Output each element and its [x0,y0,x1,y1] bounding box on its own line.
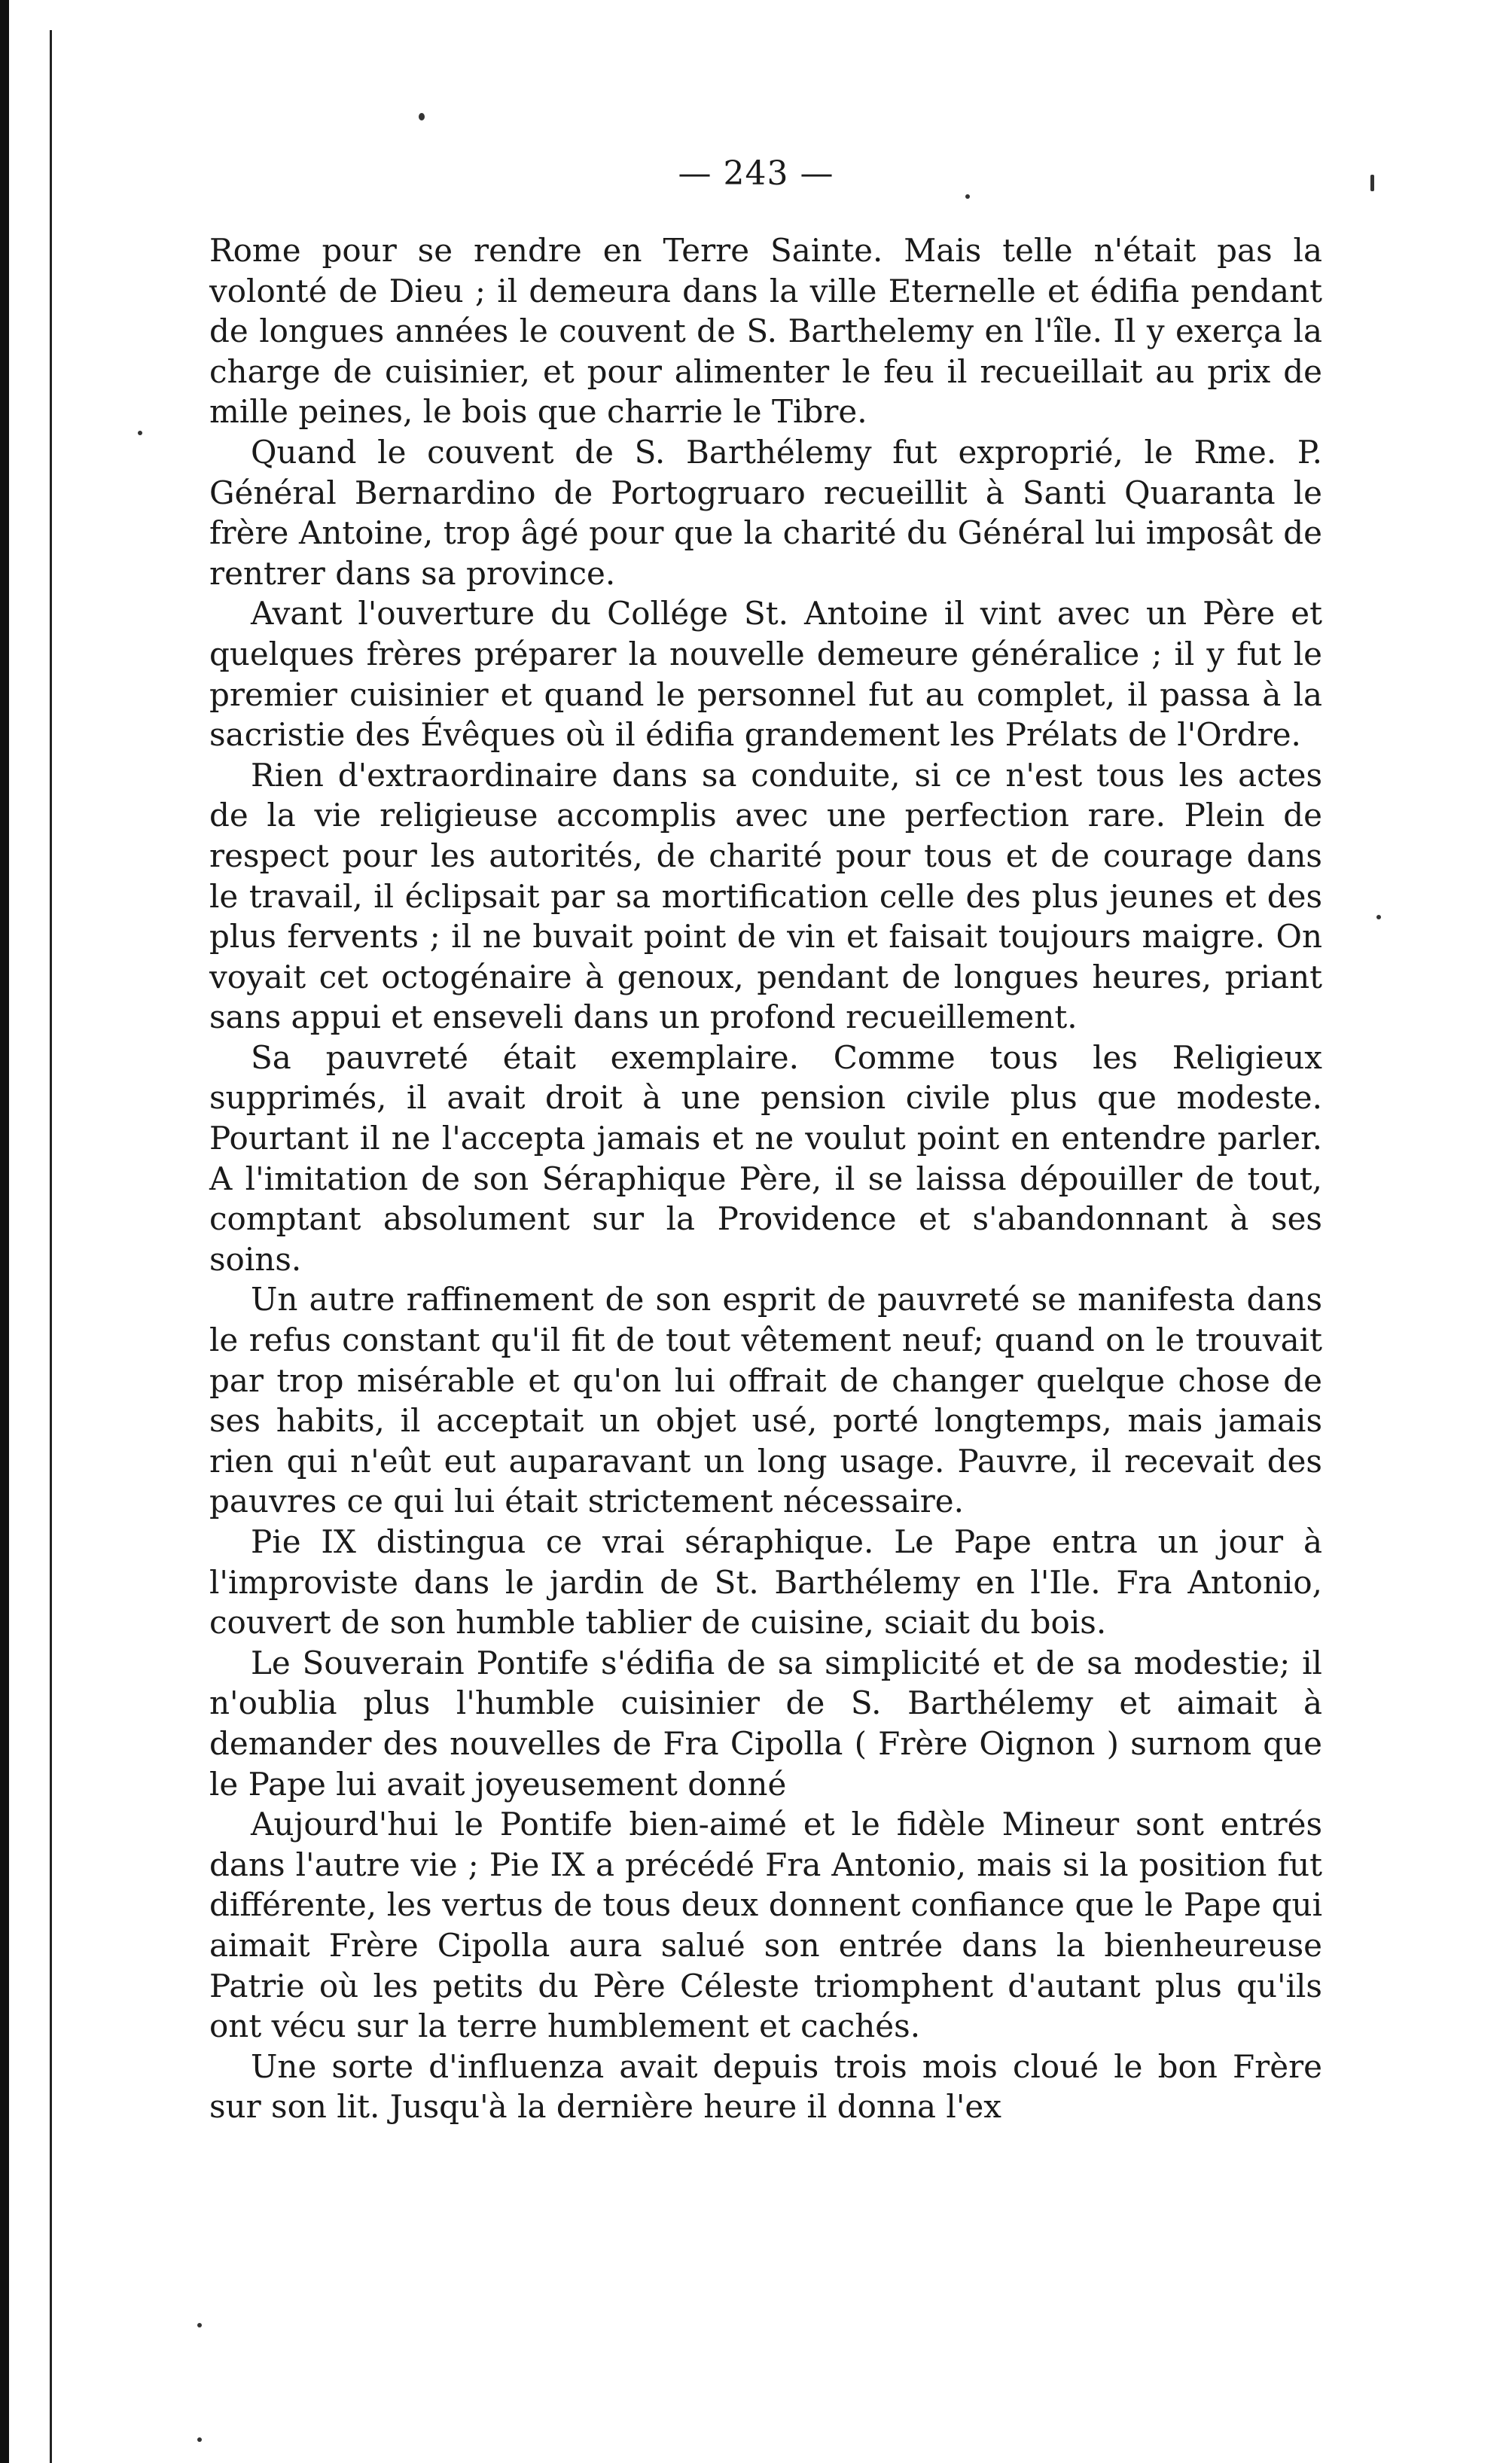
scan-speck [138,431,142,435]
paragraph: Le Souverain Pontife s'édifia de sa simplicité et de sa modestie; il n'oublia plus l'humble cuisinier de S. Barthélemy et aimait à demander des nouvelles de Fra Cipolla ( Frère Oignon ) surnom que le Pape lui avait joyeusement donné [209,1644,1322,1803]
scan-left-edge [0,0,9,2463]
paragraph: Rome pour se rendre en Terre Sainte. Mais telle n'était pas la volonté de Dieu ; il demeura dans la ville Eternelle et édifia pendant de longues années le couvent de S. Barthelemy en l'île. Il y exerça la charge de cuisinier, et pour alimenter le feu il recueillait au prix de mille peines, le bois que charrie le Tibre. [209,232,1322,431]
scan-speck [419,113,425,120]
paragraph: Rien d'extraordinaire dans sa conduite, si ce n'est tous les actes de la vie religieuse accomplis avec une perfection rare. Plein de respect pour les autorités, de charité pour tous et de courage dans le travail, il éclipsait par sa mortification celle des plus jeunes et des plus fervents ; il ne buvait point de vin et faisait toujours maigre. On voyait cet octogénaire à genoux, pendant de longues heures, priant sans appui et enseveli dans un profond recueillement. [209,756,1322,1036]
paragraph: Quand le couvent de S. Barthélemy fut exproprié, le Rme. P. Général Bernardino de Portogruaro recueillit à Santi Quaranta le frère Antoine, trop âgé pour que la charité du Général lui imposât de rentrer dans sa province. [209,433,1322,592]
scan-speck [1376,915,1381,919]
paragraph: Un autre raffinement de son esprit de pauvreté se manifesta dans le refus constant qu'il fit de tout vêtement neuf; quand on le trouvait par trop misérable et qu'on lui offrait de changer quelque chose de ses habits, il acceptait un objet usé, porté longtemps, mais jamais rien qui n'eût eut auparavant un long usage. Pauvre, il recevait des pauvres ce qui lui était strictement nécessaire. [209,1281,1322,1520]
page-number: — 243 — [678,154,834,193]
paragraph: Aujourd'hui le Pontife bien-aimé et le fidèle Mineur sont entrés dans l'autre vie ; Pie IX a précédé Fra Antonio, mais si la position fut différente, les vertus de tous deux donnent confiance que le Pape qui aimait Frère Cipolla aura salué son entrée dans la bienheureuse Patrie où les petits du Père Céleste triomphent d'autant plus qu'ils ont vécu sur la terre humblement et cachés. [209,1806,1322,2045]
scan-binding-line [50,30,52,2463]
paragraph: Avant l'ouverture du Collége St. Antoine il vint avec un Père et quelques frères préparer la nouvelle demeure généralice ; il y fut le premier cuisinier et quand le personnel fut au complet, il passa à la sacristie des Évêques où il édifia grandement les Prélats de l'Ordre. [209,595,1322,754]
body-text [209,230,1322,2354]
scan-speck [197,2323,202,2327]
paragraph: Sa pauvreté était exemplaire. Comme tous les Religieux supprimés, il avait droit à une pension civile plus que modeste. Pourtant il ne l'accepta jamais et ne voulut point en entendre parler. A l'imitation de son Séraphique Père, il se laissa dépouiller de tout, comptant absolument sur la Providence et s'abandonnant à ses soins. [209,1038,1322,1278]
scan-speck [965,194,970,199]
paragraph: Pie IX distingua ce vrai séraphique. Le Pape entra un jour à l'improviste dans le jardin de St. Barthélemy en l'Ile. Fra Antonio, couvert de son humble tablier de cuisine, sciait du bois. [209,1523,1322,1641]
scan-speck [197,2437,202,2442]
paragraph: Une sorte d'influenza avait depuis trois mois cloué le bon Frère sur son lit. Jusqu'à la dernière heure il donna l'ex [209,2047,1322,2126]
